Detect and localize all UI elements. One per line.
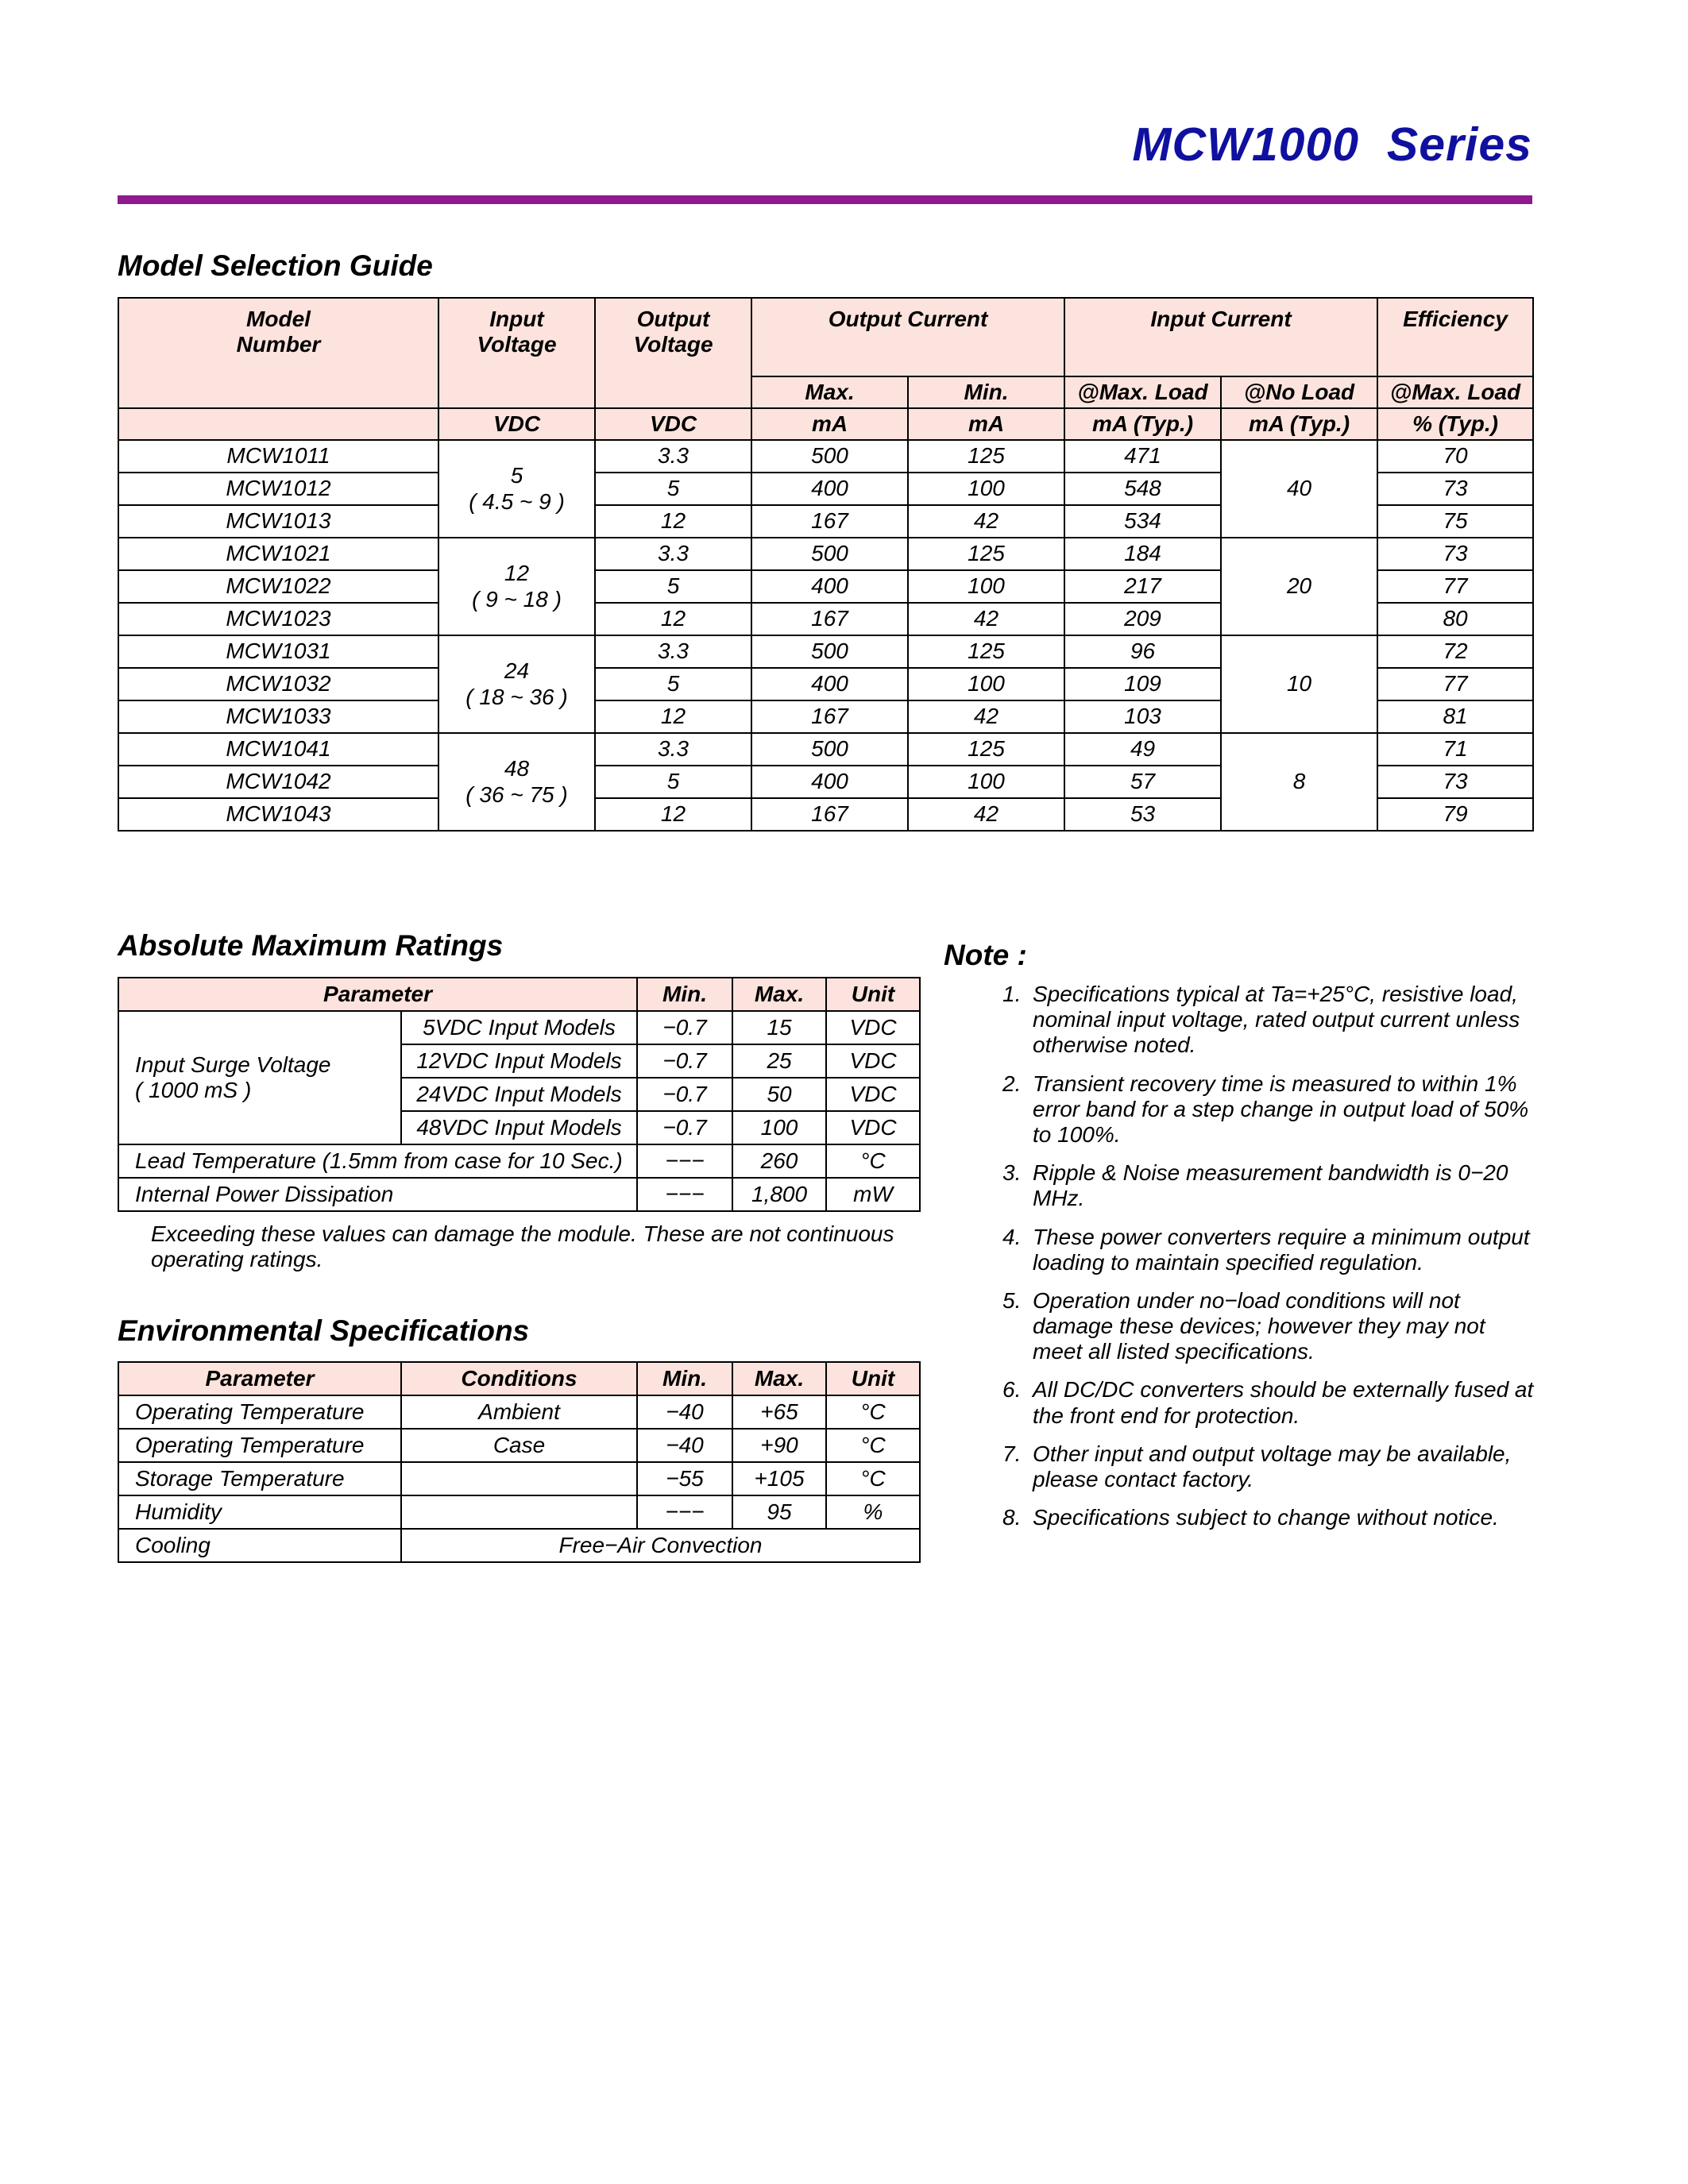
efficiency: 73 [1377, 473, 1533, 505]
note-item [1002, 982, 1535, 1059]
output-current-max: 500 [751, 538, 908, 570]
env-row [118, 1462, 920, 1495]
note-item [1002, 1160, 1535, 1211]
output-voltage: 3.3 [595, 440, 751, 473]
model-number: MCW1032 [118, 668, 438, 700]
model-row [118, 440, 1533, 473]
output-current-min: 125 [908, 440, 1064, 473]
amr-unit: °C [826, 1144, 920, 1178]
surge-voltage-label: Input Surge Voltage ( 1000 mS ) [118, 1011, 401, 1144]
note-text: Specifications typical at Ta=+25°C, resistive load, nominal input voltage, rated output current unless otherwise noted. [1033, 982, 1520, 1058]
input-current-max-load: 57 [1064, 766, 1221, 798]
header-model-number: Model Number [118, 298, 438, 408]
env-header-min: Min. [637, 1362, 732, 1395]
input-current-no-load: 10 [1221, 635, 1377, 733]
env-min: −−− [637, 1495, 732, 1529]
env-unit: % [826, 1495, 920, 1529]
amr-max: 100 [732, 1111, 826, 1144]
amr-header-parameter: Parameter [118, 978, 637, 1011]
output-current-min: 125 [908, 733, 1064, 766]
model-number: MCW1043 [118, 798, 438, 831]
amr-max: 15 [732, 1011, 826, 1044]
absolute-max-table [118, 977, 921, 1212]
output-current-max: 400 [751, 473, 908, 505]
input-model-class: 5VDC Input Models [401, 1011, 637, 1044]
output-current-max: 400 [751, 766, 908, 798]
note-text: Other input and output voltage may be available, please contact factory. [1033, 1441, 1512, 1491]
env-min: −55 [637, 1462, 732, 1495]
model-number: MCW1031 [118, 635, 438, 668]
output-current-min: 125 [908, 635, 1064, 668]
env-max: +90 [732, 1429, 826, 1462]
output-current-max: 400 [751, 570, 908, 603]
output-voltage: 3.3 [595, 635, 751, 668]
model-number: MCW1023 [118, 603, 438, 635]
amr-max: 50 [732, 1078, 826, 1111]
amr-min: −0.7 [637, 1044, 732, 1078]
header-unit-efficiency: % (Typ.) [1377, 408, 1533, 440]
input-current-max-load: 471 [1064, 440, 1221, 473]
env-min: −40 [637, 1395, 732, 1429]
env-parameter: Operating Temperature [118, 1395, 401, 1429]
model-number: MCW1041 [118, 733, 438, 766]
header-efficiency-max-load: @Max. Load [1377, 376, 1533, 408]
model-number: MCW1021 [118, 538, 438, 570]
output-voltage: 3.3 [595, 733, 751, 766]
env-header-unit: Unit [826, 1362, 920, 1395]
efficiency: 73 [1377, 766, 1533, 798]
note-item [1002, 1071, 1535, 1148]
output-current-max: 500 [751, 733, 908, 766]
output-voltage: 12 [595, 798, 751, 831]
efficiency: 80 [1377, 603, 1533, 635]
input-current-max-load: 96 [1064, 635, 1221, 668]
output-voltage: 12 [595, 700, 751, 733]
amr-min: −−− [637, 1144, 732, 1178]
amr-row [118, 1011, 920, 1044]
input-voltage-range: 5 ( 4.5 ~ 9 ) [438, 440, 595, 538]
model-row [118, 733, 1533, 766]
note-number: 7. [1002, 1441, 1022, 1466]
output-voltage: 3.3 [595, 538, 751, 570]
output-voltage: 5 [595, 766, 751, 798]
header-input-current-max-load: @Max. Load [1064, 376, 1221, 408]
amr-min: −0.7 [637, 1111, 732, 1144]
note-text: Transient recovery time is measured to within 1% error band for a step change in output load of 50% to 100%. [1033, 1071, 1529, 1147]
amr-min: −−− [637, 1178, 732, 1211]
note-number: 4. [1002, 1224, 1022, 1249]
note-number: 8. [1002, 1505, 1022, 1530]
amr-max: 1,800 [732, 1178, 826, 1211]
model-number: MCW1011 [118, 440, 438, 473]
header-unit-input-no-load: mA (Typ.) [1221, 408, 1377, 440]
input-current-no-load: 8 [1221, 733, 1377, 831]
header-input-current-no-load: @No Load [1221, 376, 1377, 408]
amr-header-unit: Unit [826, 978, 920, 1011]
env-row-cooling [118, 1529, 920, 1562]
environmental-table [118, 1361, 921, 1563]
amr-min: −0.7 [637, 1078, 732, 1111]
input-model-class: 24VDC Input Models [401, 1078, 637, 1111]
note-item [1002, 1225, 1535, 1275]
efficiency: 70 [1377, 440, 1533, 473]
output-voltage: 5 [595, 473, 751, 505]
output-current-max: 167 [751, 798, 908, 831]
output-voltage: 5 [595, 570, 751, 603]
title-rule [118, 195, 1532, 204]
env-max: 95 [732, 1495, 826, 1529]
amr-unit: VDC [826, 1078, 920, 1111]
note-number: 3. [1002, 1160, 1022, 1186]
output-current-min: 100 [908, 766, 1064, 798]
input-current-max-load: 209 [1064, 603, 1221, 635]
env-unit: °C [826, 1462, 920, 1495]
input-voltage-range: 24 ( 18 ~ 36 ) [438, 635, 595, 733]
note-text: These power converters require a minimum output loading to maintain specified regulation. [1033, 1224, 1530, 1275]
output-current-max: 167 [751, 505, 908, 538]
document-title: MCW1000 Series [1132, 118, 1532, 171]
amr-row [118, 1144, 920, 1178]
output-current-min: 100 [908, 570, 1064, 603]
env-parameter: Humidity [118, 1495, 401, 1529]
efficiency: 73 [1377, 538, 1533, 570]
output-current-max: 500 [751, 440, 908, 473]
header-unit-input-voltage: VDC [438, 408, 595, 440]
input-voltage-range: 48 ( 36 ~ 75 ) [438, 733, 595, 831]
note-item [1002, 1505, 1535, 1530]
env-parameter: Storage Temperature [118, 1462, 401, 1495]
header-units-blank [118, 408, 438, 440]
env-conditions: Ambient [401, 1395, 637, 1429]
input-voltage-range: 12 ( 9 ~ 18 ) [438, 538, 595, 635]
env-max: +65 [732, 1395, 826, 1429]
input-current-max-load: 534 [1064, 505, 1221, 538]
env-conditions: Case [401, 1429, 637, 1462]
input-current-max-load: 548 [1064, 473, 1221, 505]
input-current-max-load: 49 [1064, 733, 1221, 766]
header-output-current-min: Min. [908, 376, 1064, 408]
output-current-min: 100 [908, 668, 1064, 700]
input-current-no-load: 20 [1221, 538, 1377, 635]
model-row [118, 538, 1533, 570]
model-selection-title: Model Selection Guide [118, 249, 433, 282]
env-conditions [401, 1495, 637, 1529]
amr-max: 25 [732, 1044, 826, 1078]
note-number: 5. [1002, 1287, 1022, 1313]
env-header-max: Max. [732, 1362, 826, 1395]
amr-row [118, 1178, 920, 1211]
model-selection-table [118, 297, 1534, 832]
efficiency: 77 [1377, 668, 1533, 700]
model-number: MCW1012 [118, 473, 438, 505]
output-current-max: 400 [751, 668, 908, 700]
efficiency: 71 [1377, 733, 1533, 766]
input-current-max-load: 53 [1064, 798, 1221, 831]
amr-parameter: Internal Power Dissipation [118, 1178, 637, 1211]
amr-max: 260 [732, 1144, 826, 1178]
efficiency: 77 [1377, 570, 1533, 603]
env-row [118, 1429, 920, 1462]
note-text: Ripple & Noise measurement bandwidth is 0−20 MHz. [1033, 1160, 1508, 1211]
env-conditions [401, 1462, 637, 1495]
header-unit-output-voltage: VDC [595, 408, 751, 440]
env-unit: °C [826, 1429, 920, 1462]
model-number: MCW1022 [118, 570, 438, 603]
env-parameter: Cooling [118, 1529, 401, 1562]
header-output-current-max: Max. [751, 376, 908, 408]
model-number: MCW1013 [118, 505, 438, 538]
output-current-min: 125 [908, 538, 1064, 570]
amr-unit: mW [826, 1178, 920, 1211]
input-current-no-load: 40 [1221, 440, 1377, 538]
model-number: MCW1042 [118, 766, 438, 798]
input-model-class: 12VDC Input Models [401, 1044, 637, 1078]
input-current-max-load: 109 [1064, 668, 1221, 700]
input-current-max-load: 103 [1064, 700, 1221, 733]
input-current-max-load: 184 [1064, 538, 1221, 570]
env-min: −40 [637, 1429, 732, 1462]
header-output-current: Output Current [751, 298, 1064, 376]
header-unit-input-max-load: mA (Typ.) [1064, 408, 1221, 440]
note-item [1002, 1377, 1535, 1428]
input-current-max-load: 217 [1064, 570, 1221, 603]
output-current-max: 167 [751, 603, 908, 635]
efficiency: 72 [1377, 635, 1533, 668]
output-voltage: 5 [595, 668, 751, 700]
amr-parameter: Lead Temperature (1.5mm from case for 10 Sec.) [118, 1144, 637, 1178]
env-max: +105 [732, 1462, 826, 1495]
absolute-max-footnote: Exceeding these values can damage the module. These are not continuous operating ratings. [151, 1221, 894, 1272]
output-current-max: 500 [751, 635, 908, 668]
amr-header-min: Min. [637, 978, 732, 1011]
output-voltage: 12 [595, 603, 751, 635]
amr-header-max: Max. [732, 978, 826, 1011]
amr-min: −0.7 [637, 1011, 732, 1044]
env-unit: °C [826, 1395, 920, 1429]
efficiency: 79 [1377, 798, 1533, 831]
env-row [118, 1495, 920, 1529]
header-unit-output-max: mA [751, 408, 908, 440]
absolute-max-title: Absolute Maximum Ratings [118, 929, 504, 962]
cooling-method: Free−Air Convection [401, 1529, 920, 1562]
header-unit-output-min: mA [908, 408, 1064, 440]
notes-title: Note : [944, 939, 1027, 971]
note-text: Specifications subject to change without notice. [1033, 1505, 1499, 1530]
output-current-min: 42 [908, 700, 1064, 733]
output-current-min: 42 [908, 505, 1064, 538]
env-header-parameter: Parameter [118, 1362, 401, 1395]
header-input-voltage: Input Voltage [438, 298, 595, 408]
model-row [118, 635, 1533, 668]
model-number: MCW1033 [118, 700, 438, 733]
amr-unit: VDC [826, 1044, 920, 1078]
env-header-conditions: Conditions [401, 1362, 637, 1395]
amr-unit: VDC [826, 1111, 920, 1144]
note-item [1002, 1288, 1535, 1365]
note-text: Operation under no−load conditions will not damage these devices; however they may not meet all listed specifications. [1033, 1287, 1485, 1364]
env-parameter: Operating Temperature [118, 1429, 401, 1462]
environmental-title: Environmental Specifications [118, 1314, 530, 1347]
output-current-min: 42 [908, 798, 1064, 831]
output-voltage: 12 [595, 505, 751, 538]
input-model-class: 48VDC Input Models [401, 1111, 637, 1144]
output-current-max: 167 [751, 700, 908, 733]
note-number: 6. [1002, 1377, 1022, 1403]
output-current-min: 100 [908, 473, 1064, 505]
amr-unit: VDC [826, 1011, 920, 1044]
env-row [118, 1395, 920, 1429]
header-output-voltage: Output Voltage [595, 298, 751, 408]
efficiency: 75 [1377, 505, 1533, 538]
notes-list [1002, 982, 1535, 1543]
header-input-current: Input Current [1064, 298, 1377, 376]
note-number: 2. [1002, 1071, 1022, 1096]
output-current-min: 42 [908, 603, 1064, 635]
note-number: 1. [1002, 982, 1022, 1006]
header-efficiency: Efficiency [1377, 298, 1533, 376]
note-item [1002, 1441, 1535, 1492]
efficiency: 81 [1377, 700, 1533, 733]
note-text: All DC/DC converters should be externally fused at the front end for protection. [1033, 1377, 1534, 1428]
